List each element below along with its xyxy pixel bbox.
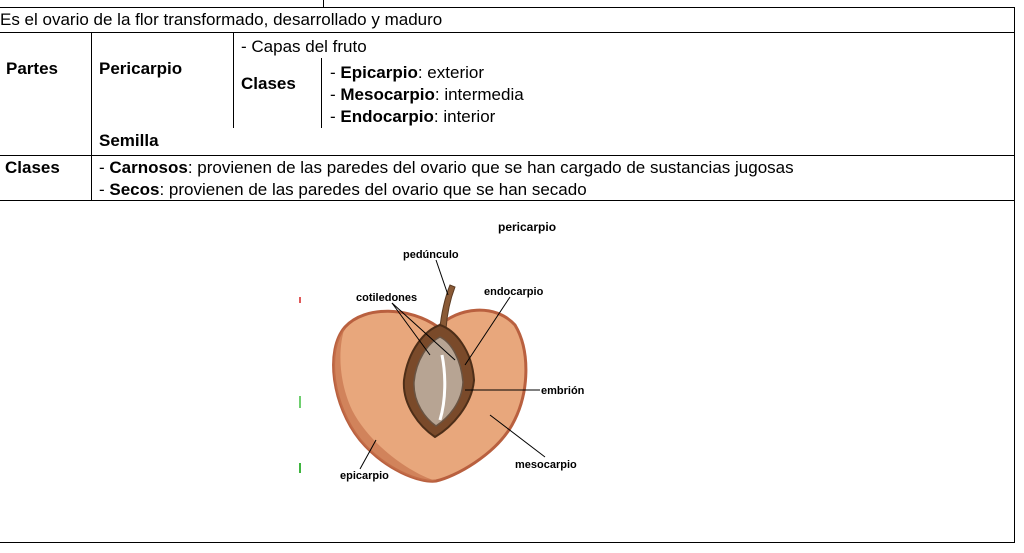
mesocarp-label: mesocarpio <box>515 459 577 471</box>
term-endocarpio: Endocarpio <box>340 107 434 126</box>
peduncle-label: pedúnculo <box>403 249 459 261</box>
table-right-border <box>1014 7 1015 543</box>
diagram-title: pericarpio <box>498 220 557 234</box>
row-divider-3 <box>0 200 1015 201</box>
list-prefix: - <box>330 85 341 104</box>
col-divider-partes <box>91 33 92 155</box>
col-divider-pericarpio <box>233 33 234 128</box>
term-epicarpio: Epicarpio <box>340 63 418 82</box>
capas-text: - Capas del fruto <box>241 37 367 56</box>
desc-secos: : provienen de las paredes del ovario que se han secado <box>159 180 587 199</box>
list-item-carnosos <box>99 158 794 178</box>
list-item-endocarpio <box>330 107 495 127</box>
col-divider-clases-inner <box>321 58 322 128</box>
definition-text: Es el ovario de la flor transformado, desarrollado y maduro <box>0 10 443 29</box>
cotyledons-label: cotiledones <box>356 292 418 304</box>
desc-mesocarpio: : intermedia <box>434 85 524 104</box>
list-prefix: - <box>330 63 341 82</box>
embryo-label: embrión <box>541 385 585 397</box>
desc-epicarpio: : exterior <box>417 63 484 82</box>
endocarp-label: endocarpio <box>484 286 544 298</box>
list-prefix: - <box>99 180 110 199</box>
list-prefix: - <box>330 107 341 126</box>
table-bottom-border <box>0 542 1015 543</box>
list-item-epicarpio <box>330 63 484 83</box>
partes-label: Partes <box>6 59 58 78</box>
term-mesocarpio: Mesocarpio <box>340 85 435 104</box>
list-item-mesocarpio <box>330 85 524 105</box>
epicarp-label: epicarpio <box>340 470 389 482</box>
col-divider-clases <box>91 156 92 200</box>
term-carnosos: Carnosos <box>109 158 188 177</box>
pericarpio-label: Pericarpio <box>99 59 183 78</box>
row-divider-2 <box>0 155 1015 156</box>
clases-label: Clases <box>5 158 60 177</box>
semilla-label: Semilla <box>99 131 159 150</box>
term-secos: Secos <box>109 180 160 199</box>
table-top-border <box>0 7 1015 8</box>
desc-carnosos: : provienen de las paredes del ovario que se han cargado de sustancias jugosas <box>187 158 794 177</box>
clases-sub-label: Clases <box>241 74 296 93</box>
list-item-secos <box>99 180 587 200</box>
list-prefix: - <box>99 158 110 177</box>
row-divider-1 <box>0 32 1015 33</box>
desc-endocarpio: : interior <box>433 107 496 126</box>
